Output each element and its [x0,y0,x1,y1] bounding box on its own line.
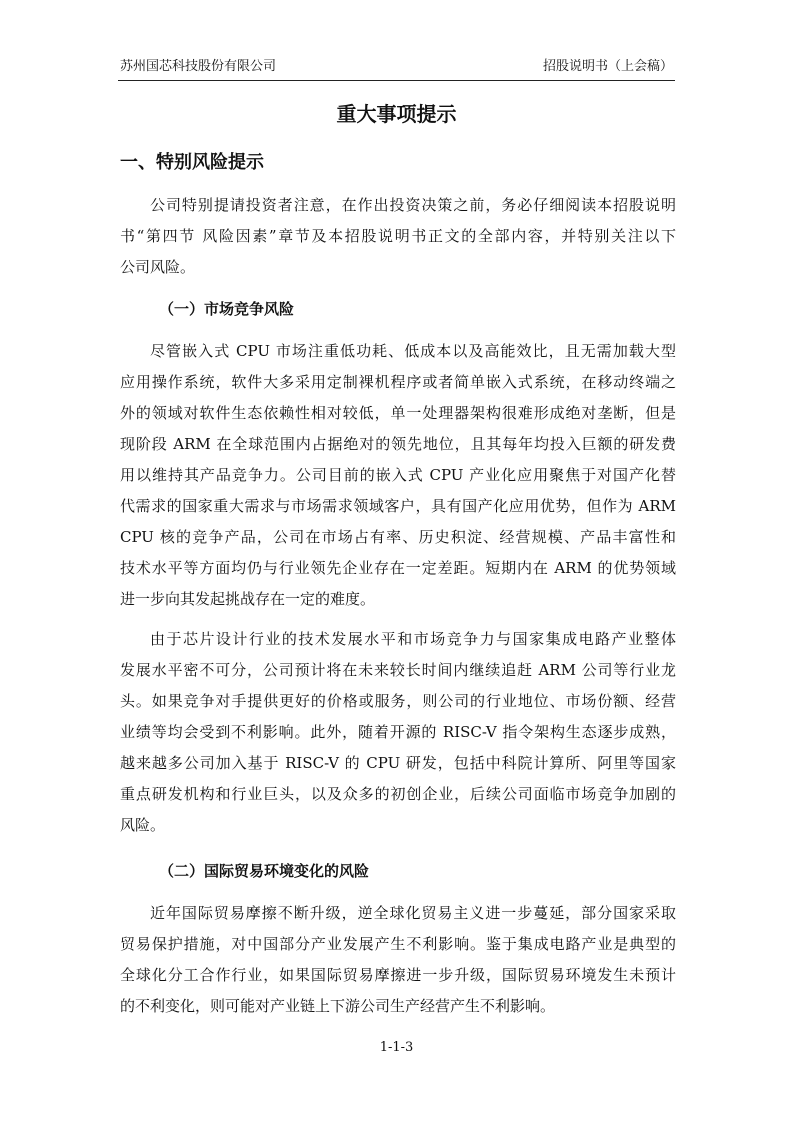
paragraph-line: 由于芯片设计行业的技术发展水平和市场竞争力与国家集成电路产业整体 [150,630,676,648]
paragraph-line: 公司风险。 [120,258,196,276]
subsection-heading-trade-environment: （二）国际贸易环境变化的风险 [159,862,370,880]
trade-environment-paragraph [120,898,676,1022]
paragraph-line: 进一步向其发起挑战存在一定的难度。 [120,590,376,608]
paragraph-line: 全球化分工合作行业，如果国际贸易摩擦进一步升级，国际贸易环境发生未预计 [120,966,676,984]
page-header [118,58,675,81]
intro-paragraph [120,190,676,283]
page-number: 1-1-3 [379,1040,414,1055]
page-title: 重大事项提示 [336,102,457,126]
header-company: 苏州国芯科技股份有限公司 [120,59,277,74]
paragraph-line: 尽管嵌入式 CPU 市场注重低功耗、低成本以及高能效比，且无需加载大型 [150,342,676,360]
paragraph-line: 书“第四节 风险因素”章节及本招股说明书正文的全部内容，并特别关注以下 [120,227,676,245]
paragraph-line: 头。如果竞争对手提供更好的价格或服务，则公司的行业地位、市场份额、经营 [120,692,676,710]
header-doc-type: 招股说明书（上会稿） [542,59,673,74]
subsection-heading-market-competition: （一）市场竞争风险 [159,300,295,318]
paragraph-line: 外的领域对软件生态依赖性相对较低，单一处理器架构很难形成绝对垄断，但是 [120,404,676,422]
paragraph-line: 风险。 [120,816,166,834]
market-competition-paragraph-1 [120,336,676,615]
paragraph-line: 业绩等均会受到不利影响。此外，随着开源的 RISC-V 指令架构生态逐步成熟， [120,723,676,741]
paragraph-line: 的不利变化，则可能对产业链上下游公司生产经营产生不利影响。 [120,997,556,1015]
paragraph-line: 代需求的国家重大需求与市场需求领域客户，具有国产化应用优势，但作为 ARM [120,497,676,515]
paragraph-line: 近年国际贸易摩擦不断升级，逆全球化贸易主义进一步蔓延，部分国家采取 [150,904,676,922]
paragraph-line: 应用操作系统，软件大多采用定制裸机程序或者简单嵌入式系统，在移动终端之 [120,373,676,391]
paragraph-line: 技术水平等方面均仍与行业领先企业存在一定差距。短期内在 ARM 的优势领域 [120,559,676,577]
paragraph-line: 重点研发机构和行业巨头，以及众多的初创企业，后续公司面临市场竞争加剧的 [120,785,676,803]
section-heading-special-risk: 一、特别风险提示 [120,152,264,173]
market-competition-paragraph-2 [120,624,676,841]
paragraph-line: 公司特别提请投资者注意，在作出投资决策之前，务必仔细阅读本招股说明 [150,196,676,214]
paragraph-line: 贸易保护措施，对中国部分产业发展产生不利影响。鉴于集成电路产业是典型的 [120,935,676,953]
paragraph-line: 现阶段 ARM 在全球范围内占据绝对的领先地位，且其每年均投入巨额的研发费 [120,435,676,453]
paragraph-line: 越来越多公司加入基于 RISC-V 的 CPU 研发，包括中科院计算所、阿里等国家 [120,754,676,772]
paragraph-line: CPU 核的竞争产品，公司在市场占有率、历史积淀、经营规模、产品丰富性和 [120,528,676,546]
paragraph-line: 发展水平密不可分，公司预计将在未来较长时间内继续追赶 ARM 公司等行业龙 [120,661,676,679]
paragraph-line: 用以维持其产品竞争力。公司目前的嵌入式 CPU 产业化应用聚焦于对国产化替 [120,466,676,484]
